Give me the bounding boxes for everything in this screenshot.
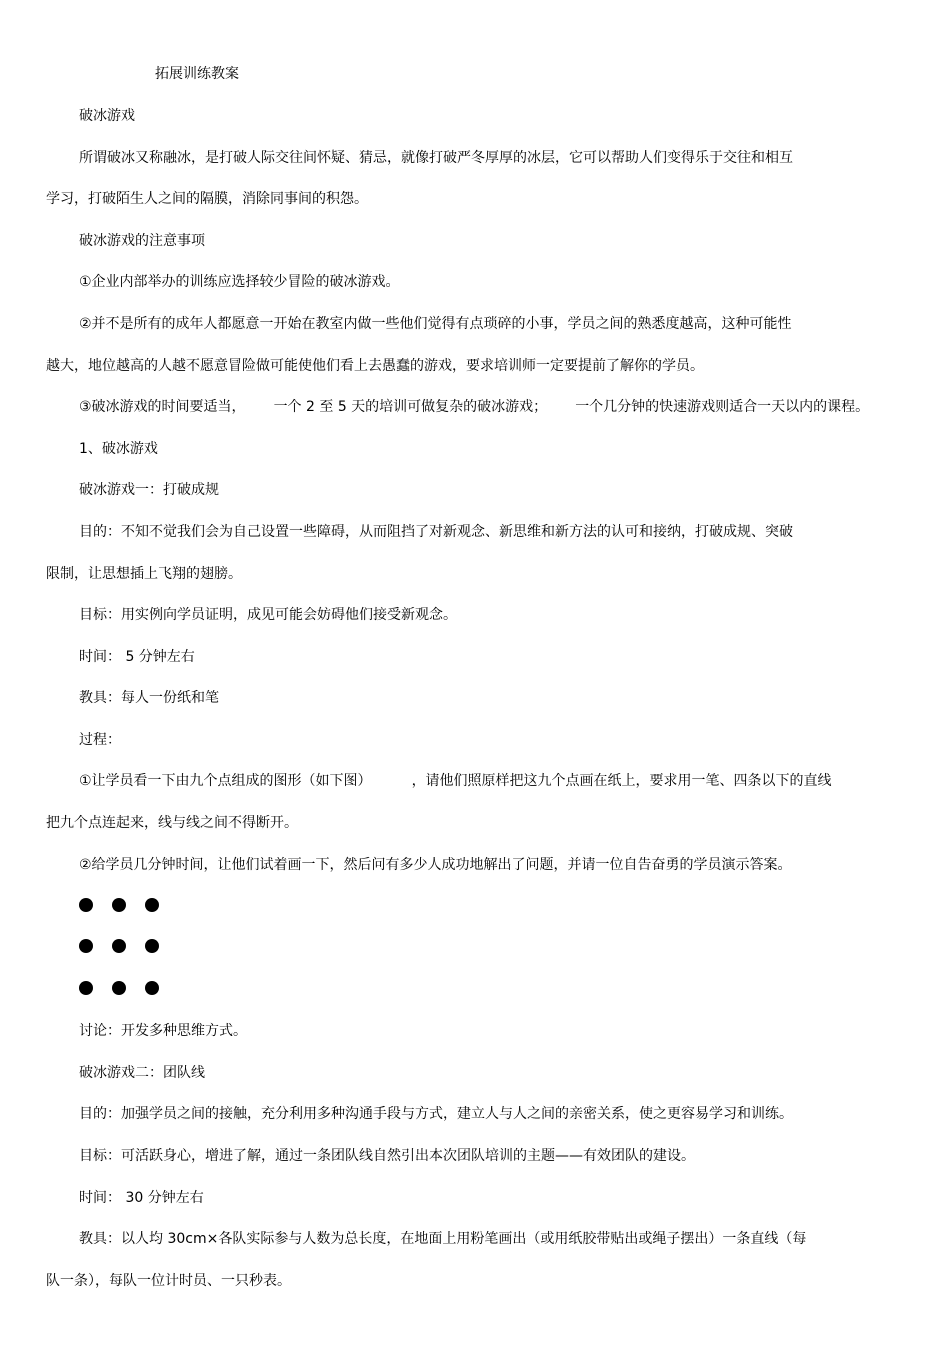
- dots-row: [79, 939, 169, 953]
- game-1-time: 时间： 5 分钟左右: [79, 649, 195, 665]
- dot: [145, 981, 159, 995]
- doc-title: 拓展训练教案: [155, 66, 239, 82]
- game-1-step-1-part-2: ，请他们照原样把这九个点画在纸上，要求用一笔、四条以下的直线: [411, 773, 832, 789]
- heading-1: 1、破冰游戏: [79, 441, 158, 457]
- notes-title: 破冰游戏的注意事项: [79, 233, 205, 249]
- dots-row: [79, 898, 169, 912]
- game-2-tools-line-1: 教具：以人均 30cm×各队实际参与人数为总长度，在地面上用粉笔画出（或用纸胶带贴出或绳子摆出）一条直线（每: [79, 1231, 807, 1247]
- dot: [112, 939, 126, 953]
- game-1-tools: 教具：每人一份纸和笔: [79, 690, 219, 706]
- game-1-purpose-line-2: 限制，让思想插上飞翔的翅膀。: [46, 566, 242, 582]
- game-1-discussion: 讨论：开发多种思维方式。: [79, 1023, 247, 1039]
- note-3-part-1: ③破冰游戏的时间要适当，: [79, 399, 246, 415]
- game-1-process-label: 过程：: [79, 732, 121, 748]
- note-3: [79, 397, 869, 417]
- game-1-step-2: ②给学员几分钟时间，让他们试着画一下，然后问有多少人成功地解出了问题，并请一位自告奋勇的学员演示答案。: [79, 857, 792, 873]
- note-3-part-2: 一个 2 至 5 天的培训可做复杂的破冰游戏；: [273, 399, 548, 415]
- intro-paragraph-line-2: 学习，打破陌生人之间的隔膜，消除同事间的积怨。: [46, 191, 368, 207]
- game-1-step-1-part-1: ①让学员看一下由九个点组成的图形（如下图）: [79, 773, 372, 789]
- game-1-step-1-line-1: [79, 771, 832, 791]
- dot: [79, 939, 93, 953]
- game-2-time: 时间： 30 分钟左右: [79, 1190, 204, 1206]
- note-2-line-2: 越大，地位越高的人越不愿意冒险做可能使他们看上去愚蠢的游戏，要求培训师一定要提前了解你的学员。: [46, 358, 704, 374]
- dot: [145, 939, 159, 953]
- note-2-line-1: ②并不是所有的成年人都愿意一开始在教室内做一些他们觉得有点琐碎的小事，学员之间的熟悉度越高，这种可能性: [79, 316, 792, 332]
- section-title: 破冰游戏: [79, 108, 135, 124]
- game-1-purpose-line-1: 目的：不知不觉我们会为自己设置一些障碍，从而阻挡了对新观念、新思维和新方法的认可和接纳，打破成规、突破: [79, 524, 793, 540]
- dot: [112, 981, 126, 995]
- game-2-goal: 目标：可活跃身心，增进了解，通过一条团队线自然引出本次团队培训的主题——有效团队的建设。: [79, 1148, 695, 1164]
- game-1-step-1-line-2: 把九个点连起来，线与线之间不得断开。: [46, 815, 298, 831]
- dot: [145, 898, 159, 912]
- game-1-goal: 目标：用实例向学员证明，成见可能会妨碍他们接受新观念。: [79, 607, 457, 623]
- game-1-title: 破冰游戏一：打破成规: [79, 482, 219, 498]
- dot: [79, 898, 93, 912]
- note-1: ①企业内部举办的训练应选择较少冒险的破冰游戏。: [79, 274, 400, 290]
- dots-row: [79, 981, 169, 995]
- dot: [79, 981, 93, 995]
- game-2-purpose: 目的：加强学员之间的接触，充分利用多种沟通手段与方式，建立人与人之间的亲密关系，使之更容易学习和训练。: [79, 1106, 793, 1122]
- dot: [112, 898, 126, 912]
- game-2-title: 破冰游戏二：团队线: [79, 1065, 205, 1081]
- note-3-part-3: 一个几分钟的快速游戏则适合一天以内的课程。: [575, 399, 870, 415]
- intro-paragraph-line-1: 所谓破冰又称融冰，是打破人际交往间怀疑、猜忌，就像打破严冬厚厚的冰层，它可以帮助人们变得乐于交往和相互: [79, 150, 793, 166]
- game-2-tools-line-2: 队一条），每队一位计时员、一只秒表。: [46, 1273, 291, 1289]
